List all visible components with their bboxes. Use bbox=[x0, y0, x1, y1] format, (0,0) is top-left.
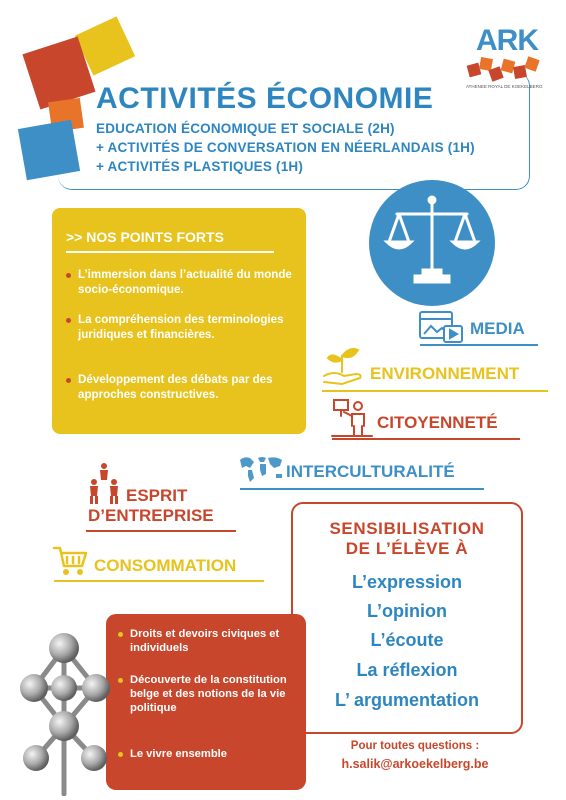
rights-item: Découverte de la constitution belge et des notions de la vie politique bbox=[118, 674, 302, 715]
sensibilisation-item: La réflexion bbox=[356, 660, 458, 680]
bullet-icon bbox=[118, 752, 123, 757]
sensibilisation-item: L’opinion bbox=[367, 601, 447, 621]
rights-item: Droits et devoirs civiques et individuels bbox=[118, 628, 302, 656]
people-pyramid-icon bbox=[84, 462, 124, 504]
environnement-underline bbox=[322, 390, 548, 392]
interculturalite-underline bbox=[240, 488, 484, 490]
strengths-divider bbox=[66, 251, 274, 253]
bullet-icon bbox=[118, 678, 123, 683]
header-line-2: + ACTIVITÉS DE CONVERSATION EN NÉERLANDAIS (1H) bbox=[96, 140, 475, 155]
topic-esprit-line1: ESPRIT bbox=[126, 486, 188, 505]
sensibilisation-item: L’ argumentation bbox=[334, 690, 480, 710]
bullet-icon bbox=[66, 273, 71, 278]
consommation-underline bbox=[54, 580, 264, 582]
sensibilisation-heading-2: DE L’ÉLÈVE À bbox=[345, 539, 469, 558]
scales-icon bbox=[369, 180, 495, 306]
speaker-icon bbox=[330, 396, 374, 440]
scales-badge bbox=[369, 180, 495, 306]
sensibilisation-heading-1: SENSIBILISATION bbox=[329, 519, 485, 538]
citoyennete-underline bbox=[332, 438, 520, 440]
contact-label: Pour toutes questions : bbox=[350, 740, 480, 752]
sensibilisation-item: L’écoute bbox=[370, 630, 444, 650]
atomium-icon bbox=[14, 626, 118, 796]
contact-email-link[interactable]: h.salik@arkoekelberg.be bbox=[341, 757, 489, 771]
bullet-icon bbox=[118, 632, 123, 637]
topic-environnement: ENVIRONNEMENT bbox=[370, 364, 520, 383]
page-title: ACTIVITÉS ÉCONOMIE bbox=[96, 82, 434, 115]
topic-citoyennete: CITOYENNETÉ bbox=[377, 413, 498, 432]
logo-subtitle: ATHENEE ROYAL DE KOEKELBERG bbox=[466, 84, 543, 89]
plant-hand-icon bbox=[320, 346, 366, 386]
cart-icon bbox=[52, 544, 88, 578]
world-map-icon bbox=[236, 452, 286, 484]
header-line-3: + ACTIVITÉS PLASTIQUES (1H) bbox=[96, 159, 304, 174]
topic-consommation: CONSOMMATION bbox=[94, 556, 237, 575]
header-line-1: EDUCATION ÉCONOMIQUE ET SOCIALE (2H) bbox=[96, 121, 395, 136]
media-underline bbox=[420, 344, 538, 346]
school-logo bbox=[466, 24, 542, 92]
strength-item: La compréhension des terminologies juridiques et financières. bbox=[66, 313, 298, 342]
strength-item: Développement des débats par des approches constructives. bbox=[66, 373, 298, 402]
strength-item: L’immersion dans l’actualité du monde socio-économique. bbox=[66, 268, 298, 297]
logo-text: ARK bbox=[476, 24, 538, 57]
strengths-title: >> NOS POINTS FORTS bbox=[66, 229, 224, 245]
sensibilisation-item: L’expression bbox=[351, 572, 463, 592]
bullet-icon bbox=[66, 318, 71, 323]
esprit-underline bbox=[86, 530, 236, 532]
rights-item: Le vivre ensemble bbox=[118, 748, 302, 762]
media-icon bbox=[418, 310, 464, 346]
topic-media: MEDIA bbox=[470, 319, 525, 338]
topic-interculturalite: INTERCULTURALITÉ bbox=[286, 462, 455, 481]
bullet-icon bbox=[66, 378, 71, 383]
topic-esprit-line2: D’ENTREPRISE bbox=[88, 506, 214, 525]
logo-tiles-icon bbox=[466, 52, 542, 86]
